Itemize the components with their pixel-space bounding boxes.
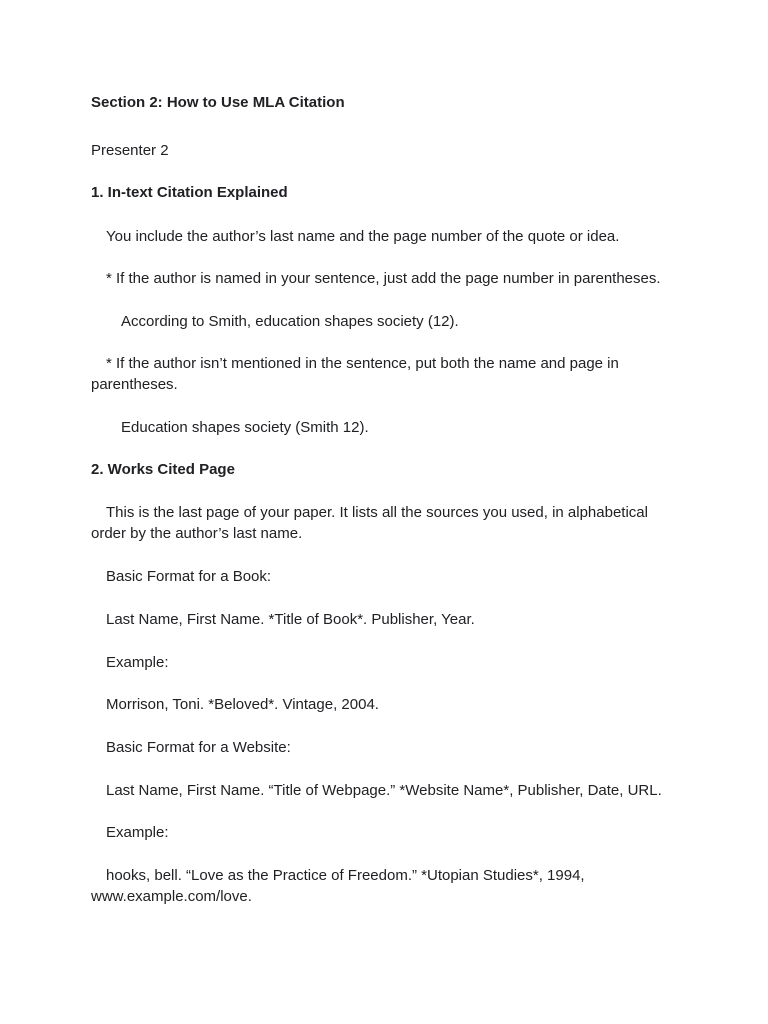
part1-intro: You include the author’s last name and the page number of the quote or idea.	[106, 228, 620, 245]
presenter-label: Presenter 2	[91, 142, 169, 159]
book-format: Last Name, First Name. *Title of Book*. Publisher, Year.	[106, 611, 475, 628]
part1-rule2: * If the author isn’t mentioned in the sentence, put both the name and page in parentheses.	[91, 355, 619, 393]
part2-heading: 2. Works Cited Page	[91, 461, 235, 478]
part1-example2: Education shapes society (Smith 12).	[121, 419, 369, 436]
part1-rule1: * If the author is named in your sentence, just add the page number in parentheses.	[106, 270, 661, 287]
part2-intro: This is the last page of your paper. It lists all the sources you used, in alphabetical order by the author’s last name.	[91, 504, 648, 542]
section-title: Section 2: How to Use MLA Citation	[91, 94, 345, 111]
web-format-label: Basic Format for a Website:	[106, 739, 291, 756]
book-example: Morrison, Toni. *Beloved*. Vintage, 2004.	[106, 696, 379, 713]
web-example-label: Example:	[106, 824, 169, 841]
web-example: hooks, bell. “Love as the Practice of Freedom.” *Utopian Studies*, 1994, www.example.com/love.	[91, 867, 585, 905]
part1-heading: 1. In-text Citation Explained	[91, 184, 288, 201]
part1-example1: According to Smith, education shapes society (12).	[121, 313, 459, 330]
book-format-label: Basic Format for a Book:	[106, 568, 272, 585]
book-example-label: Example:	[106, 654, 169, 671]
web-format: Last Name, First Name. “Title of Webpage.” *Website Name*, Publisher, Date, URL.	[106, 782, 662, 799]
